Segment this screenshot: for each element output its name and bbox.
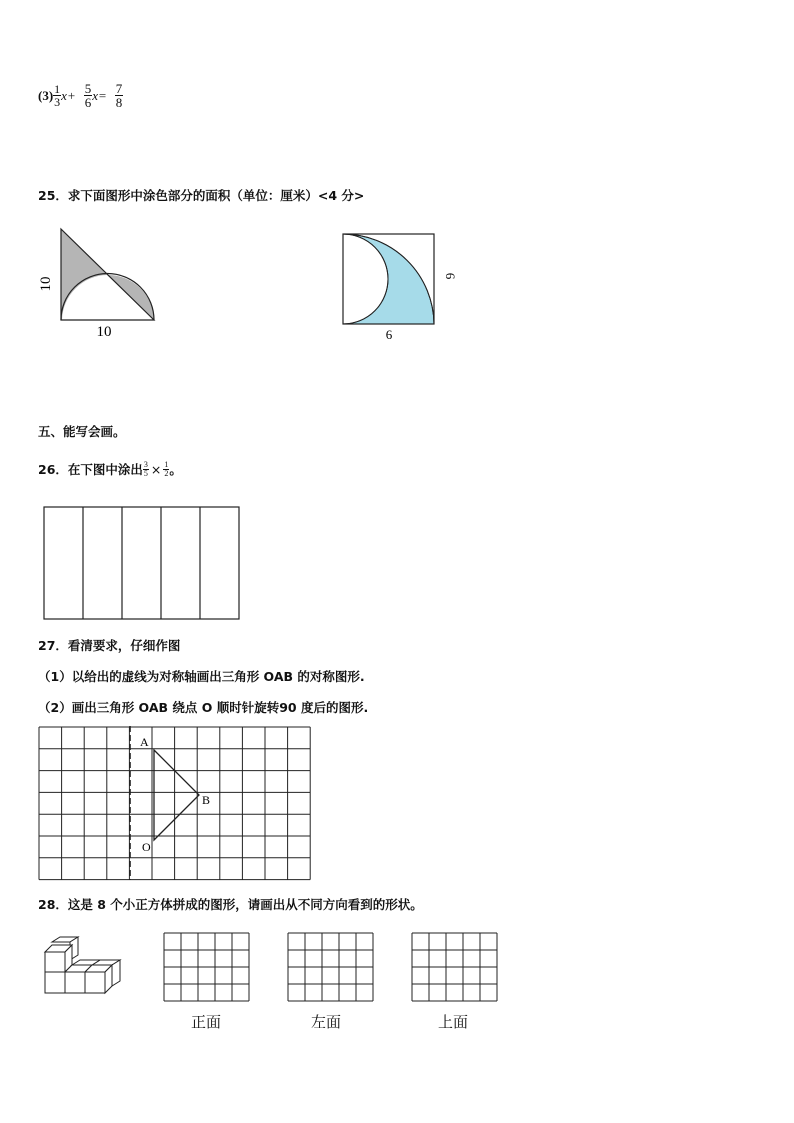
section-5-title: 五、能写会画。 <box>38 424 126 439</box>
fraction-three-fifths: $\frac{3}{5}$ <box>143 459 148 478</box>
view-grid-left[interactable] <box>287 932 375 1003</box>
figure-gray-triangle-semicircle <box>34 222 164 340</box>
shading-rectangle[interactable] <box>43 506 243 622</box>
view-label-front: 正面 <box>191 1013 222 1031</box>
fraction-seven-eighths: $\frac{7}{8}$ <box>115 81 123 110</box>
fraction-one-third: $\frac{1}{3}$ <box>54 82 61 109</box>
base-label: 10 <box>96 324 112 340</box>
equation-term: x+ <box>61 87 76 103</box>
triangle-oab <box>154 750 199 840</box>
view-label-left: 左面 <box>311 1013 342 1031</box>
figure-blue-square-quarter <box>336 228 466 346</box>
equation-term: x= <box>92 87 107 103</box>
equation-3 <box>38 82 123 109</box>
equation-number: (3) <box>38 87 54 103</box>
base-label: 6 <box>385 327 393 342</box>
view-label-top: 上面 <box>438 1013 469 1031</box>
grid-oab[interactable] <box>38 726 314 882</box>
fraction-one-half: $\frac{1}{2}$ <box>164 459 169 478</box>
question-25-title: 25．求下面图形中涂色部分的面积（单位：厘米）<4 分> <box>38 188 365 203</box>
question-26-title: 26．在下图中涂出 $\frac{3}{5}$ × $\frac{1}{2}$ 。 <box>38 459 182 478</box>
cube-stack-figure <box>40 936 130 998</box>
side-label: 10 <box>38 276 54 292</box>
question-27-title: 27．看清要求，仔细作图 <box>38 638 181 653</box>
view-grid-top[interactable] <box>411 932 499 1003</box>
question-28-title: 28．这是 8 个小正方体拼成的图形，请画出从不同方向看到的形状。 <box>38 897 423 912</box>
label-a: A <box>140 735 149 749</box>
side-label: 6 <box>443 272 458 280</box>
question-27-item-1: （1）以给出的虚线为对称轴画出三角形 OAB 的对称图形. <box>38 669 365 684</box>
fraction-five-sixths: $\frac{5}{6}$ <box>84 81 92 110</box>
question-27-item-2: （2）画出三角形 OAB 绕点 O 顺时针旋转90 度后的图形. <box>38 700 369 715</box>
view-grid-front[interactable] <box>163 932 251 1003</box>
label-o: O <box>142 840 151 854</box>
label-b: B <box>202 793 211 807</box>
